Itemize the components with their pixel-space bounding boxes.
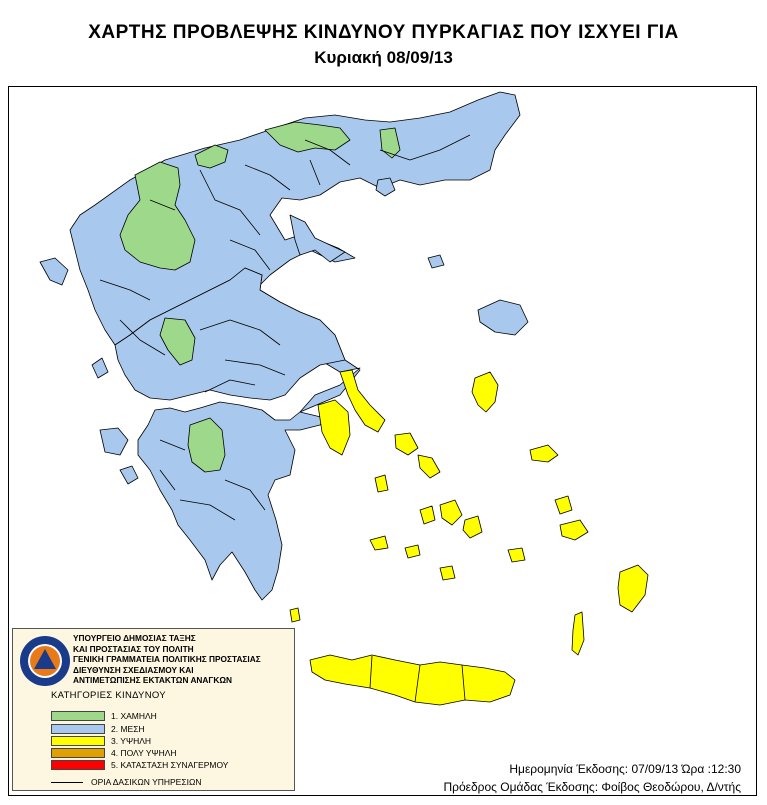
ministry-line: ΔΙΕΥΘΥΝΣΗ ΣΧΕΔΙΑΣΜΟΥ ΚΑΙ — [73, 664, 194, 675]
swatch-low — [51, 711, 105, 721]
ministry-line: ΥΠΟΥΡΓΕΙΟ ΔΗΜΟΣΙΑΣ ΤΑΞΗΣ — [73, 633, 196, 643]
boundary-label: ΟΡΙΑ ΔΑΣΙΚΩΝ ΥΠΗΡΕΣΙΩΝ — [91, 777, 202, 787]
andros-high-region — [375, 475, 388, 492]
legend-label: 4. ΠΟΛΥ ΥΨΗΛΗ — [111, 748, 177, 758]
lesvos-high-region — [472, 372, 498, 412]
chios-high-region — [418, 455, 440, 478]
karpathos-high-region — [572, 612, 584, 655]
kefalonia-medium-region — [100, 428, 128, 455]
swatch-medium — [51, 724, 105, 734]
legend-label: 1. ΧΑΜΗΛΗ — [111, 711, 157, 721]
tinos-high-region — [420, 506, 435, 524]
categories-title: ΚΑΤΗΓΟΡΙΕΣ ΚΙΝΔΥΝΟΥ — [51, 690, 166, 701]
issue-date-text: Ημερομηνία Έκδοσης: 07/09/13 Ώρα :12:30 — [509, 762, 741, 776]
civil-protection-logo — [19, 635, 71, 687]
ikaria-high-region — [440, 500, 462, 525]
boundary-line-symbol — [51, 782, 83, 783]
lefkada-medium-region — [92, 358, 108, 378]
rhodes-high-region — [618, 565, 648, 612]
legend-label: 2. ΜΕΣΗ — [111, 724, 145, 734]
swatch-very-high — [51, 748, 105, 758]
skiathos-high-region — [395, 433, 418, 455]
ministry-line: ΑΝΤΙΜΕΤΩΠΙΣΗΣ ΕΚΤΑΚΤΩΝ ΑΝΑΓΚΩΝ — [73, 675, 233, 686]
samothraki-medium-region — [428, 255, 444, 268]
paros-high-region — [370, 536, 388, 550]
map-date: Κυριακή 08/09/13 — [314, 48, 453, 67]
naxos-high-region — [463, 516, 482, 538]
map-title: ΧΑΡΤΗΣ ΠΡΟΒΛΕΨΗΣ ΚΙΝΔΥΝΟΥ ΠΥΡΚΑΓΙΑΣ ΠΟΥ ΙΣΧΥΕΙ ΓΙΑ — [88, 22, 679, 43]
zakynthos-medium-region — [120, 466, 138, 484]
swatch-high — [51, 736, 105, 746]
samos-high-region — [530, 445, 558, 462]
kalymnos-high-region — [560, 520, 588, 540]
santorini-high-region — [508, 548, 525, 562]
ministry-line: ΚΑΙ ΠΡΟΣΤΑΣΙΑΣ ΤΟΥ ΠΟΛΙΤΗ — [73, 643, 194, 654]
legend-label: 5. ΚΑΤΑΣΤΑΣΗ ΣΥΝΑΓΕΡΜΟΥ — [111, 760, 229, 770]
ministry-line: ΓΕΝΙΚΗ ΓΡΑΜΜΑΤΕΙΑ ΠΟΛΙΤΙΚΗΣ ΠΡΟΣΤΑΣΙΑΣ — [73, 654, 261, 665]
attica-high-region — [318, 400, 350, 455]
astypalaia-high-region — [440, 566, 455, 580]
issuer-text: Πρόεδρος Ομάδας Έκδοσης: Φοίβος Θεοδώρου, Δ/ντής — [443, 780, 741, 794]
corfu-medium-region — [40, 258, 68, 285]
kos-high-region — [555, 496, 572, 514]
legend-label: 3. ΥΨΗΛΗ — [111, 736, 152, 746]
milos-high-region — [405, 545, 420, 558]
kythira-high-region — [290, 608, 300, 622]
lemnos-medium-region — [478, 300, 528, 335]
swatch-alarm — [51, 760, 105, 770]
crete-high-region — [310, 655, 515, 705]
ministry-text — [73, 633, 261, 686]
map-legend — [12, 628, 295, 791]
